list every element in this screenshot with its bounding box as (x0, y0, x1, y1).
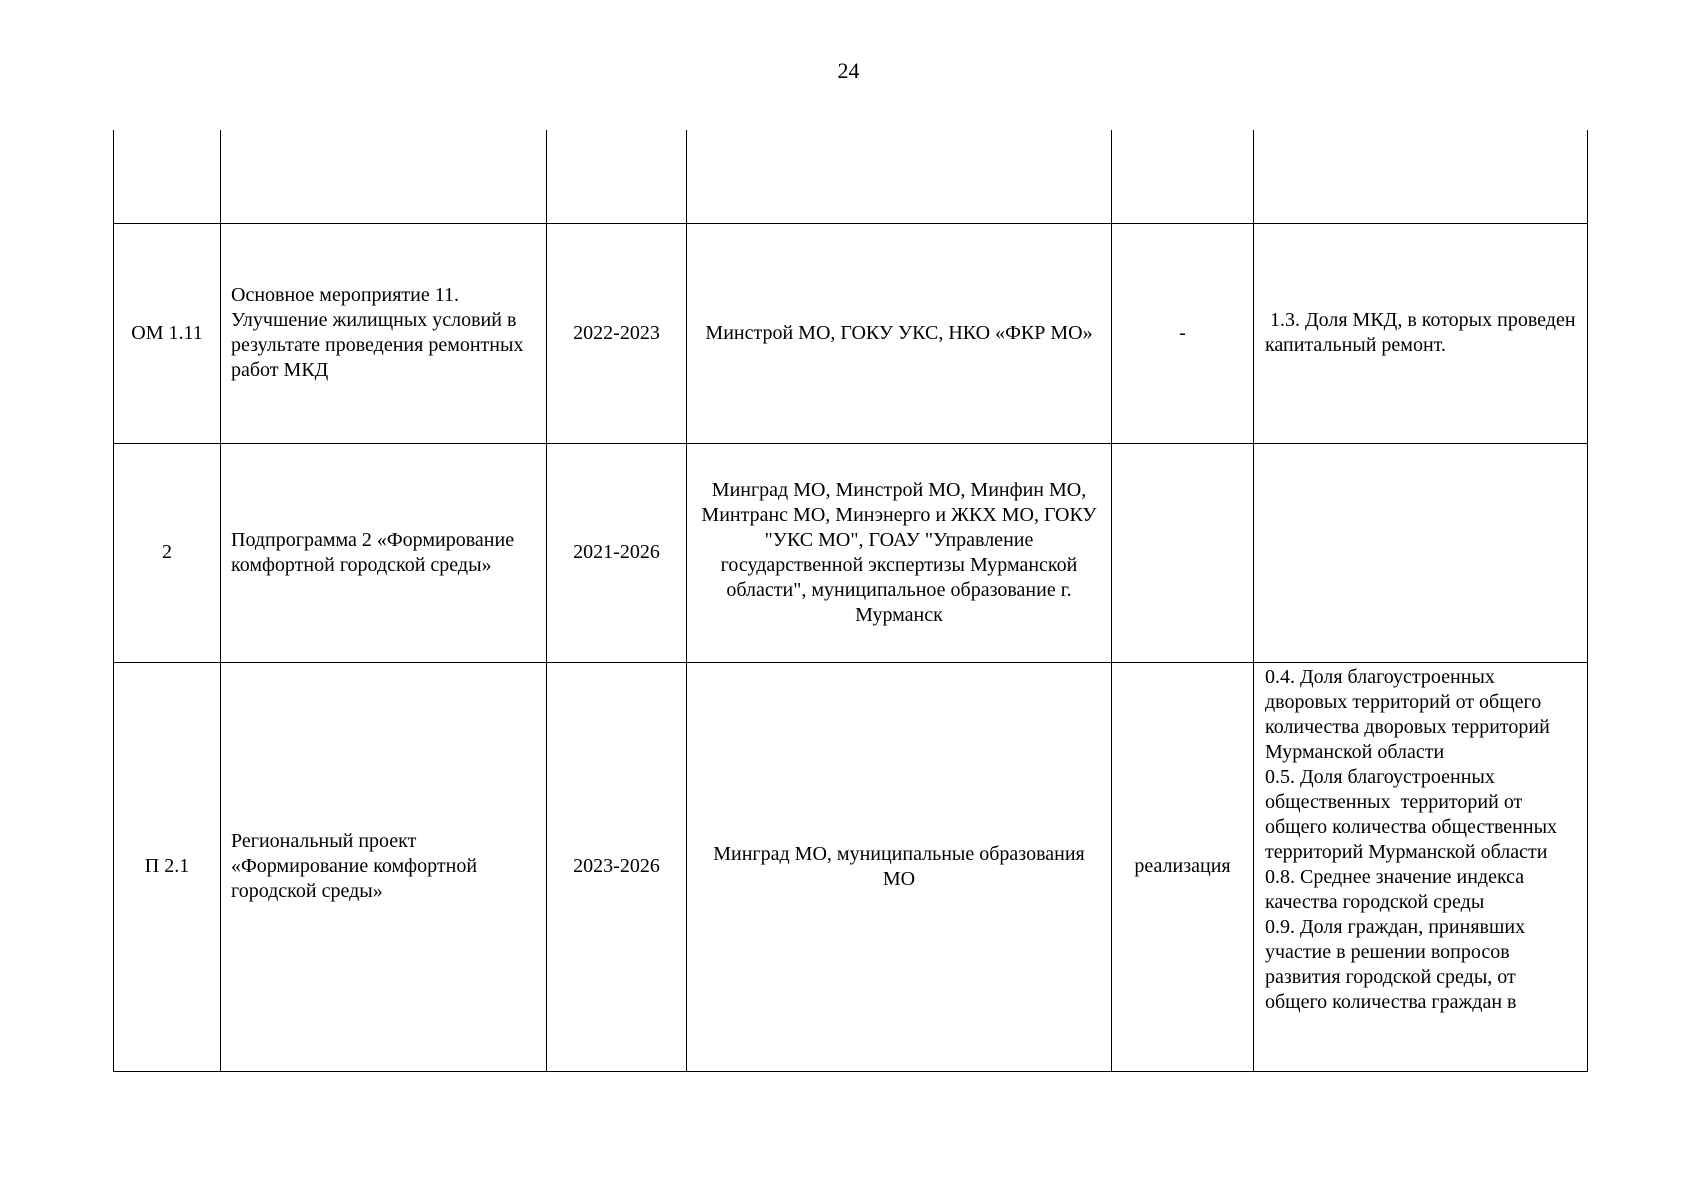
row-stage (1112, 443, 1254, 662)
row-indicators (1254, 662, 1588, 1071)
table-row-continued (114, 130, 1588, 223)
row-name: Подпрограмма 2 «Формирование комфортной городской среды» (221, 443, 547, 662)
row-name: Основное мероприятие 11. Улучшение жилищных условий в результате проведения ремонтных работ МКД (221, 223, 547, 443)
row-name: Региональный проект «Формирование комфортной городской среды» (221, 662, 547, 1071)
program-table (113, 130, 1588, 1072)
table-cell (1254, 130, 1588, 223)
row-years: 2021-2026 (547, 443, 687, 662)
table-cell (114, 130, 221, 223)
row-executors: Минград МО, Минстрой МО, Минфин МО, Минтранс МО, Минэнерго и ЖКХ МО, ГОКУ "УКС МО", ГОАУ "Управление государственной экспертизы Мурманской области", муниципальное образование г. Мурманск (687, 443, 1112, 662)
indicator-item: 0.5. Доля благоустроенных общественных территорий от общего количества общественных территорий Мурманской области (1265, 765, 1568, 863)
row-executors: Минград МО, муниципальные образования МО (687, 662, 1112, 1071)
row-stage: - (1112, 223, 1254, 443)
row-code: 2 (114, 443, 221, 662)
table-row (114, 662, 1588, 1071)
row-code: ОМ 1.11 (114, 223, 221, 443)
indicator-item: 1.3. Доля МКД, в которых проведен капитальный ремонт. (1265, 309, 1581, 356)
table-cell (221, 130, 547, 223)
table-cell (687, 130, 1112, 223)
table-row (114, 443, 1588, 662)
table-cell (547, 130, 687, 223)
table-row (114, 223, 1588, 443)
row-indicators (1254, 443, 1588, 662)
row-indicators (1254, 223, 1588, 443)
table-cell (1112, 130, 1254, 223)
indicator-item: 0.4. Доля благоустроенных дворовых территорий от общего количества дворовых территорий Мурманской области (1265, 665, 1555, 763)
indicator-item: 0.8. Среднее значение индекса качества городской среды (1265, 865, 1530, 913)
row-years: 2023-2026 (547, 662, 687, 1071)
row-executors: Минстрой МО, ГОКУ УКС, НКО «ФКР МО» (687, 223, 1112, 443)
page-number: 24 (837, 58, 860, 83)
row-code: П 2.1 (114, 662, 221, 1071)
indicator-item: 0.9. Доля граждан, принявших участие в решении вопросов развития городской среды, от общего количества граждан в (1265, 915, 1531, 1013)
row-stage: реализация (1112, 662, 1254, 1071)
row-years: 2022-2023 (547, 223, 687, 443)
indicator-list (1265, 665, 1579, 1070)
